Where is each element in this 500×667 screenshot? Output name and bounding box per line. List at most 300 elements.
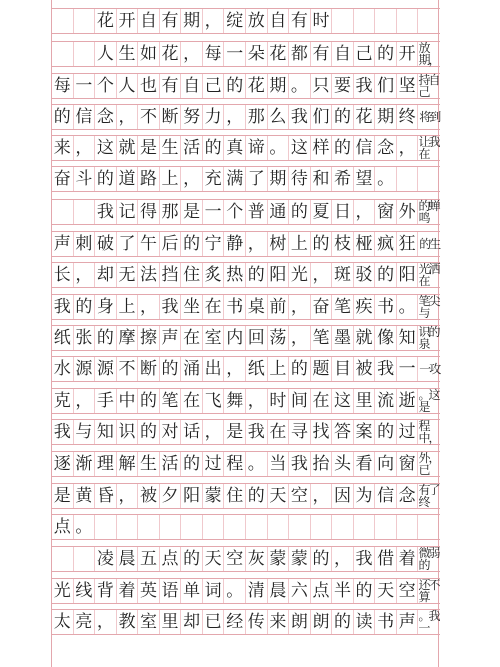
grid-cell: 寻 [289,420,311,444]
grid-cell [203,515,225,539]
grid-cell: 的 [95,326,117,350]
grid-cell: 的生 [419,237,440,251]
grid-cell [375,515,397,539]
grid-cell: 微弱的 [418,546,439,572]
grid-cell: 让我在 [418,135,439,161]
grid-cell: ， [181,42,203,66]
grid-cell: 天 [375,579,397,603]
grid-cell: 内 [224,326,246,350]
grid-cell: 花 [268,42,290,66]
grid-cell: 这 [332,389,354,413]
grid-cell: 疯 [375,232,397,256]
grid-cell: 解 [117,452,139,476]
grid-cell: 却 [181,610,203,634]
grid-cell: 有 [289,9,311,33]
grid-cell: 己 [203,74,225,98]
grid-cell: 信 [354,136,376,160]
grid-cell [160,515,182,539]
grid-cell: 。 [289,74,311,98]
grid-cell: 蒙 [203,484,225,508]
grid-cell [246,515,268,539]
grid-cell: 。 [375,167,397,191]
grid-cell [224,515,246,539]
grid-cell: 。 [268,136,290,160]
grid-cell: 笔尖与 [418,294,439,320]
grid-cell: 念 [95,105,117,129]
grid-cell: 的 [224,74,246,98]
grid-cell: 后 [160,232,182,256]
grid-cell: 像 [375,326,397,350]
grid-cell [397,167,419,191]
grid-cell: 放期， [418,41,439,67]
grid-cell: 单 [181,579,203,603]
grid-cell [52,42,74,66]
grid-cell: 阳 [268,263,290,287]
grid-cell: 夕 [160,484,182,508]
grid-cell [332,9,354,33]
grid-cell [74,547,96,571]
grid-cell: 桠 [354,232,376,256]
grid-cell: ， [246,232,268,256]
grid-cell: 六 [289,579,311,603]
grid-line [52,135,440,161]
grid-cell: 知 [95,420,117,444]
grid-cell: 挡 [160,263,182,287]
grid-cell: 通 [268,200,290,224]
grid-cell: 人 [95,42,117,66]
grid-cell: ， [397,136,419,160]
grid-cell: 空 [224,547,246,571]
grid-cell: 目 [332,357,354,381]
grid-cell: 擦 [138,326,160,350]
grid-cell: 摩 [117,326,139,350]
grid-cell: 努 [181,105,203,129]
grid-cell: 期 [268,167,290,191]
grid-cell [117,515,139,539]
grid-cell: 的 [375,42,397,66]
grid-cell: 真 [224,136,246,160]
grid-cell: ， [117,484,139,508]
grid-cell: 自 [181,74,203,98]
grid-cell [74,42,96,66]
grid-cell: 黄 [74,484,96,508]
grid-cell: 就 [354,326,376,350]
grid-cell: ， [74,263,96,287]
grid-cell: ， [224,357,246,381]
grid-cell: 己 [354,42,376,66]
grid-cell: 点 [160,547,182,571]
grid-cell: 住 [181,263,203,287]
grid-cell: 空 [289,484,311,508]
grid-cell: 普 [246,200,268,224]
grid-cell: 朗 [311,610,333,634]
grid-cell [74,9,96,33]
grid-cell: 荡 [268,326,290,350]
grid-cell [74,200,96,224]
grid-cell: 的 [354,579,376,603]
grid-cell: ， [311,484,333,508]
grid-cell: 流 [375,389,397,413]
grid-cell: 点 [52,515,74,539]
grid-cell [418,9,440,33]
grid-cell: 墨 [332,326,354,350]
grid-cell: 念 [375,136,397,160]
grid-cell: 回 [246,326,268,350]
grid-cell: 是 [181,200,203,224]
grid-cell: 一 [203,200,225,224]
grid-line [52,546,440,572]
grid-cell: 将到 [419,110,440,124]
grid-cell: 我 [160,295,182,319]
grid-cell: 有了终 [418,483,439,509]
grid-cell: 驳 [354,263,376,287]
grid-cell: 的 [138,389,160,413]
grid-cell: 每 [52,74,74,98]
grid-cell: 头 [332,452,354,476]
grid-cell [397,9,419,33]
grid-cell: 中 [117,389,139,413]
grid-cell: 声 [52,232,74,256]
grid-cell: 自 [332,42,354,66]
grid-cell: 凌 [95,547,117,571]
grid-cell: 疾 [354,295,376,319]
grid-cell: 天 [268,484,290,508]
grid-cell: 的 [181,547,203,571]
grid-line [52,578,440,604]
grid-cell: 书 [224,295,246,319]
grid-cell: 背 [95,579,117,603]
grid-cell: 因 [332,484,354,508]
grid-cell: 手 [95,389,117,413]
grid-cell: 。这是 [418,388,439,414]
grid-line [52,483,440,509]
grid-line [52,294,440,320]
grid-cell: 在 [311,389,333,413]
grid-cell: 信 [375,484,397,508]
grid-cell: 。 [74,515,96,539]
grid-cell: 断 [138,357,160,381]
grid-cell: 笔 [160,389,182,413]
grid-cell: 五 [138,547,160,571]
grid-cell: 题 [311,357,333,381]
grid-cell: 样 [311,136,333,160]
grid-cell: 蒙 [289,547,311,571]
grid-cell: 的 [375,263,397,287]
grid-cell: 待 [289,167,311,191]
grid-cell: 宁 [203,232,225,256]
grid-cell: 奋 [52,167,74,191]
grid-cell: 知 [397,326,419,350]
grid-cell: 望 [354,167,376,191]
grid-cell: 声 [160,326,182,350]
grid-cell: 断 [160,105,182,129]
grid-cell: 点 [311,579,333,603]
grid-cell: 窗 [375,200,397,224]
grid-line [52,104,440,130]
grid-cell: 朵 [246,42,268,66]
grid-cell: 炙 [203,263,225,287]
grid-cell: 里 [160,610,182,634]
grid-cell: 借 [375,547,397,571]
grid-cell: 蒙 [268,547,290,571]
grid-cell: 枝 [332,232,354,256]
grid-line [52,8,440,34]
grid-cell: 里 [354,389,376,413]
grid-cell: 信 [74,105,96,129]
grid-cell: 破 [95,232,117,256]
grid-cell: 坐 [181,295,203,319]
grid-cell: 身 [95,295,117,319]
grid-cell: 长 [52,263,74,287]
grid-cell: 刺 [74,232,96,256]
grid-cell: 的 [181,452,203,476]
grid-line [52,609,440,635]
grid-cell: 绽 [224,9,246,33]
grid-cell: 的 [289,200,311,224]
grid-cell: 花 [354,105,376,129]
grid-cell: 不 [117,357,139,381]
grid-cell: 花 [95,9,117,33]
grid-cell: 答 [332,420,354,444]
grid-cell: 终 [397,105,419,129]
grid-cell: 源 [74,357,96,381]
composition-sheet [51,0,439,667]
grid-cell: 日 [332,200,354,224]
grid-cell [289,515,311,539]
grid-cell: 一攻 [419,362,440,376]
grid-cell: 在 [203,295,225,319]
grid-cell: 灰 [246,547,268,571]
grid-cell: 我 [375,357,397,381]
grid-cell: 语 [160,579,182,603]
grid-cell: 的 [311,547,333,571]
grid-cell: 。 [224,579,246,603]
grid-cell: 的 [332,105,354,129]
grid-cell: ， [311,263,333,287]
grid-cell: 奋 [311,295,333,319]
grid-cell: 了 [117,232,139,256]
grid-cell: 向 [375,452,397,476]
grid-cell: 着 [397,547,419,571]
grid-cell: 要 [332,74,354,98]
grid-cell: 室 [138,610,160,634]
grid-cell: 书 [375,295,397,319]
grid-cell [95,515,117,539]
grid-cell: 静 [224,232,246,256]
grid-cell: 的 [332,610,354,634]
grid-cell: ， [224,105,246,129]
grid-cell: 有 [160,74,182,98]
grid-cell: 念 [397,484,419,508]
grid-cell: 我 [289,105,311,129]
grid-cell [268,515,290,539]
grid-cell: ， [289,295,311,319]
grid-cell: 么 [268,105,290,129]
grid-cell: 希 [332,167,354,191]
grid-cell: 的 [138,420,160,444]
grid-cell: 是 [52,484,74,508]
grid-cell: 夏 [311,200,333,224]
grid-cell: 的 [246,263,268,287]
grid-cell: 得 [138,200,160,224]
grid-cell: 开 [117,9,139,33]
grid-cell: 的 [52,105,74,129]
grid-cell: 程 [224,452,246,476]
grid-cell: 还不算 [418,578,439,604]
grid-cell: 不 [138,105,160,129]
grid-cell: 英 [138,579,160,603]
grid-cell: 个 [95,74,117,98]
grid-cell: 满 [224,167,246,191]
grid-cell: 阳 [397,263,419,287]
grid-cell: ， [203,9,225,33]
grid-cell: 有 [311,42,333,66]
grid-line [52,419,440,445]
grid-cell: 一 [74,74,96,98]
grid-cell: 朗 [289,610,311,634]
grid-cell: 张 [74,326,96,350]
grid-cell: 的 [375,420,397,444]
grid-cell: 谛 [246,136,268,160]
grid-cell [354,515,376,539]
grid-cell: 期 [375,105,397,129]
grid-cell: ， [354,200,376,224]
grid-cell: 生 [160,136,182,160]
grid-cell: 只 [311,74,333,98]
grid-line [52,166,440,192]
grid-cell [52,200,74,224]
grid-cell: 外，已 [418,451,439,477]
grid-cell: 是 [138,136,160,160]
grid-cell: 每 [203,42,225,66]
grid-cell: 教 [117,610,139,634]
grid-line [52,41,440,67]
grid-cell: 个 [224,200,246,224]
grid-cell: 一 [397,357,419,381]
grid-cell: 热 [224,263,246,287]
grid-cell: 记 [117,200,139,224]
grid-cell: 逝 [397,389,419,413]
grid-cell: 法 [138,263,160,287]
grid-cell: 源 [95,357,117,381]
grid-cell: 逐 [52,452,74,476]
grid-cell: 充 [203,167,225,191]
grid-cell: 却 [95,263,117,287]
grid-cell [181,515,203,539]
grid-cell: 我 [354,547,376,571]
grid-cell: 在 [268,420,290,444]
grid-cell: 间 [289,389,311,413]
grid-cell: 的 [95,167,117,191]
grid-cell: 的 [74,295,96,319]
grid-line [52,356,440,382]
grid-cell: ， [117,105,139,129]
grid-cell: ， [289,326,311,350]
grid-cell: 午 [138,232,160,256]
grid-cell: 这 [289,136,311,160]
grid-cell: 太 [52,610,74,634]
grid-cell: ， [181,167,203,191]
grid-cell: 来 [52,136,74,160]
grid-cell: ， [246,389,268,413]
grid-cell: 已 [203,610,225,634]
grid-cell: 狂 [397,232,419,256]
grid-cell: 空 [397,579,419,603]
grid-cell: 对 [160,420,182,444]
grid-cell: 过 [397,420,419,444]
grid-cell [52,9,74,33]
grid-cell: 也 [138,74,160,98]
grid-cell: 来 [268,610,290,634]
grid-cell: 那 [160,200,182,224]
grid-cell: 自 [268,9,290,33]
grid-cell: 那 [246,105,268,129]
grid-cell: 水 [52,357,74,381]
grid-cell: 和 [311,167,333,191]
grid-cell: 。 [397,295,419,319]
grid-cell: 案 [354,420,376,444]
grid-cell [138,515,160,539]
grid-cell: 克 [52,389,74,413]
grid-cell: ， [74,136,96,160]
grid-cell: 亮 [74,610,96,634]
grid-cell: 们 [375,74,397,98]
grid-cell: 在 [181,389,203,413]
grid-cell: 被 [354,357,376,381]
grid-cell: 力 [203,105,225,129]
grid-cell: 窗 [397,452,419,476]
grid-cell: 生 [138,452,160,476]
grid-cell: 。我一 [418,609,439,635]
grid-cell: 程中， [418,419,439,445]
grid-cell: 坚 [397,74,419,98]
grid-cell: 们 [311,105,333,129]
grid-cell: 前 [268,295,290,319]
grid-cell: 看 [354,452,376,476]
grid-cell: 涌 [181,357,203,381]
grid-cell: 当 [268,452,290,476]
grid-cell: 人 [117,74,139,98]
grid-cell: 我 [95,200,117,224]
grid-cell: ， [332,547,354,571]
grid-cell: 光 [289,263,311,287]
grid-cell: 如 [138,42,160,66]
grid-cell: 传 [246,610,268,634]
grid-cell: 理 [95,452,117,476]
grid-cell: 与 [74,420,96,444]
grid-line [52,199,440,225]
grid-cell: 天 [203,547,225,571]
grid-cell: 一 [224,42,246,66]
grid-cell: 的 [289,357,311,381]
grid-cell: 的 [332,136,354,160]
grid-cell [418,167,440,191]
grid-cell: 时 [268,389,290,413]
grid-cell: 出 [203,357,225,381]
grid-cell: 我 [289,452,311,476]
grid-cell [52,547,74,571]
grid-cell: 都 [289,42,311,66]
grid-cell: 住 [224,484,246,508]
grid-cell: ， [203,420,225,444]
grid-cell: 的 [181,232,203,256]
grid-cell: 我 [246,420,268,444]
grid-cell: 线 [74,579,96,603]
grid-cell: 开 [397,42,419,66]
grid-cell: 半 [332,579,354,603]
grid-cell: 晨 [268,579,290,603]
grid-cell: 桌 [246,295,268,319]
